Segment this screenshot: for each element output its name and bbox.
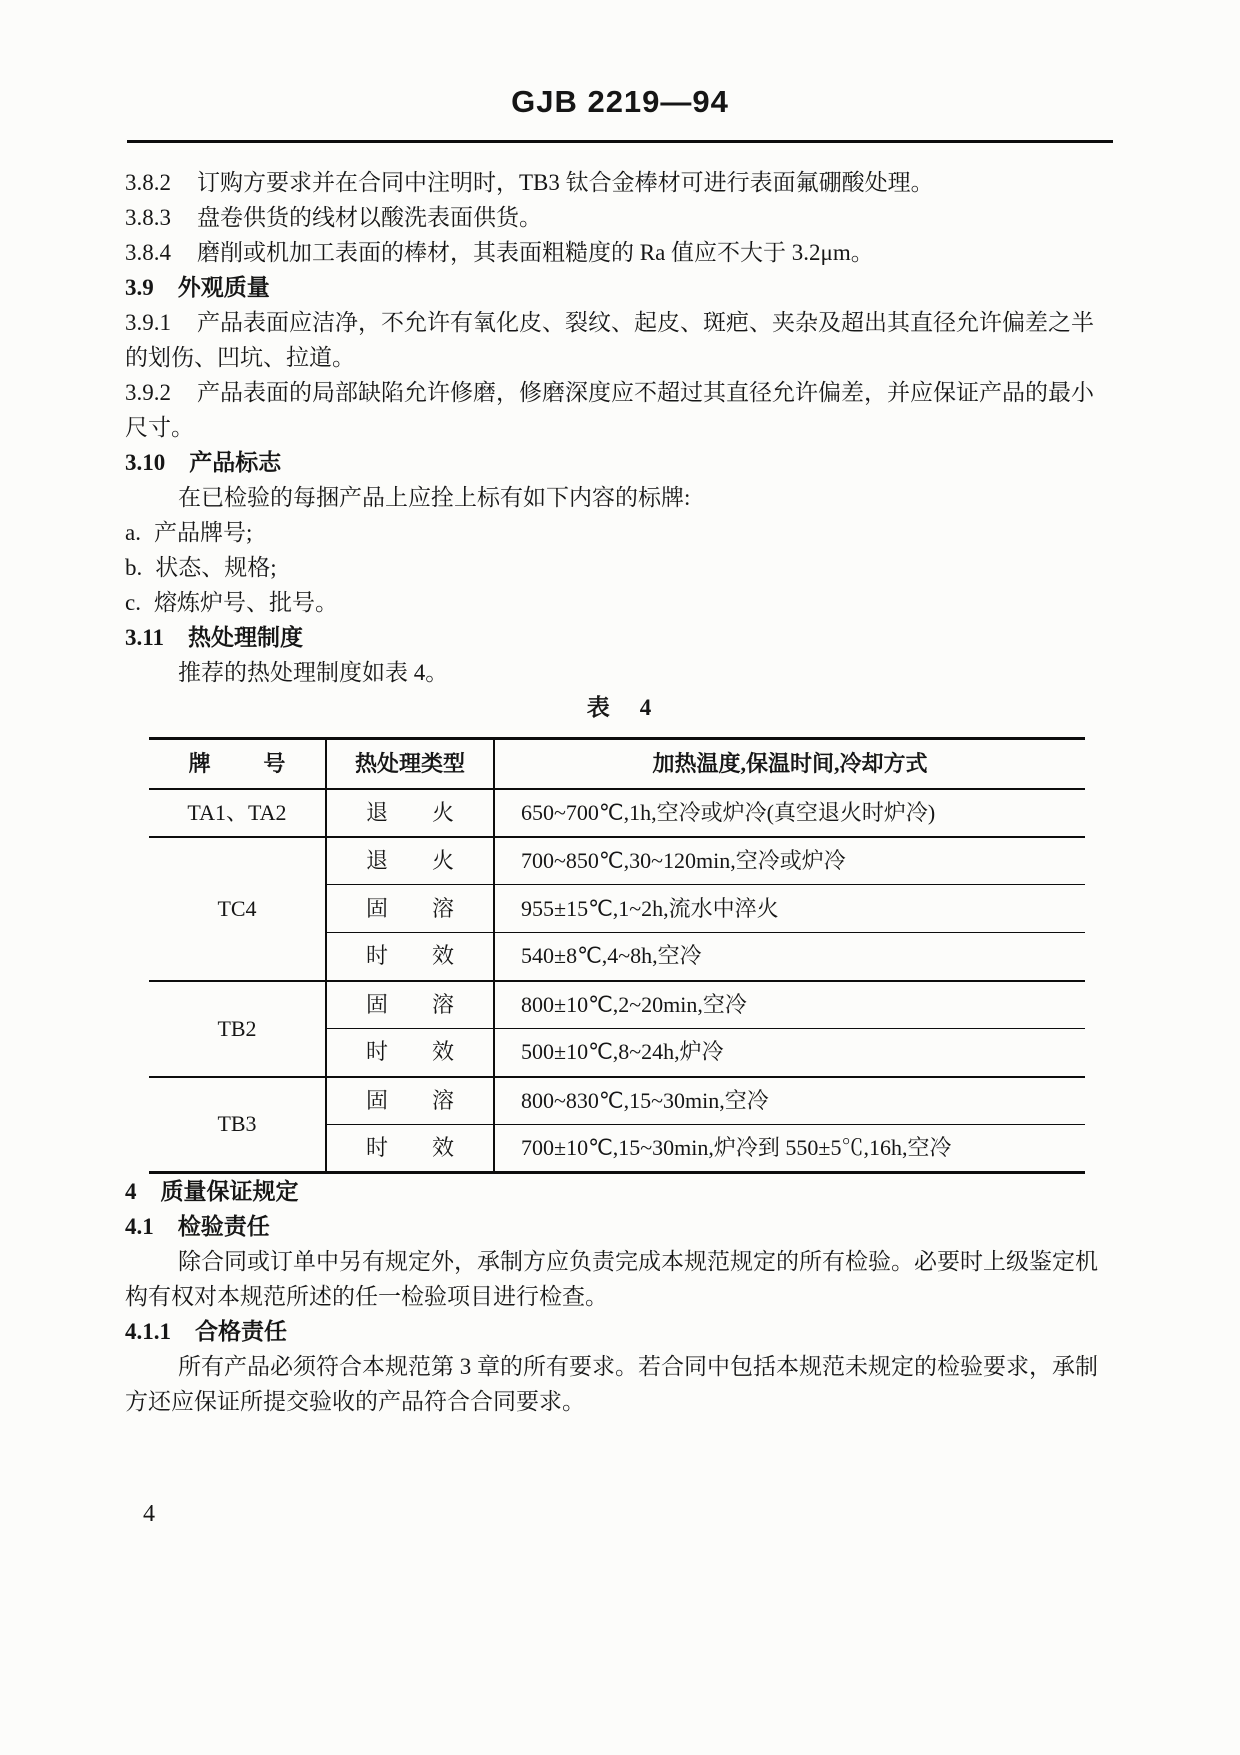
list-text: 状态、规格;: [155, 555, 277, 580]
paragraph-4-1: 除合同或订单中另有规定外，承制方应负责完成本规范规定的所有检验。必要时上级鉴定机构有权对本规范所述的任一检验项目进行检查。: [125, 1249, 1098, 1309]
table-caption-number: 4: [639, 695, 652, 720]
heading-4: [125, 1174, 1113, 1209]
paragraph-4-1-1: 所有产品必须符合本规范第 3 章的所有要求。若合同中包括本规范未规定的检验要求，承制方还应保证所提交验收的产品符合合同要求。: [125, 1354, 1098, 1414]
clause-3-8-3: [125, 200, 1113, 235]
clause-text: 盘卷供货的线材以酸洗表面供货。: [197, 205, 542, 230]
list-marker: b.: [125, 555, 143, 580]
paragraph-3-11: 推荐的热处理制度如表 4。: [178, 660, 449, 685]
clause-text: 订购方要求并在合同中注明时，TB3 钛合金棒材可进行表面氟硼酸处理。: [197, 170, 934, 195]
heading-4-1: [125, 1209, 1113, 1244]
column-header-grade: 牌号: [149, 739, 326, 789]
table-header-row: [149, 739, 1085, 789]
type-cell: 固溶: [326, 1077, 494, 1125]
list-marker: a.: [125, 520, 141, 545]
heading-title: 产品标志: [189, 450, 282, 475]
table-row: [149, 1077, 1085, 1125]
clause-number: 3.9.1: [125, 310, 171, 335]
table-row: [149, 837, 1085, 885]
table-row: [149, 981, 1085, 1029]
condition-cell: 700±10℃,15~30min,炉冷到 550±5℃,16h,空冷: [494, 1125, 1085, 1173]
heading-number: 3.11: [125, 625, 164, 650]
clause-3-8-4: [125, 235, 1113, 270]
clause-number: 3.9.2: [125, 380, 171, 405]
clause-text: 产品表面的局部缺陷允许修磨，修磨深度应不超过其直径允许偏差，并应保证产品的最小尺寸。: [125, 380, 1094, 440]
list-item-a: [125, 515, 1113, 550]
grade-cell: TA1、TA2: [149, 789, 326, 837]
condition-cell: 650~700℃,1h,空冷或炉冷(真空退火时炉冷): [494, 789, 1085, 837]
grade-cell: TC4: [149, 837, 326, 981]
list-marker: c.: [125, 590, 141, 615]
table-caption-label: 表: [586, 695, 610, 720]
condition-cell: 955±15℃,1~2h,流水中淬火: [494, 885, 1085, 933]
clause-text: 磨削或机加工表面的棒材，其表面粗糙度的 Ra 值应不大于 3.2μm。: [197, 240, 874, 265]
document-body: [125, 165, 1113, 1419]
heat-treatment-table-wrapper: [149, 737, 1113, 1174]
clause-3-8-2: [125, 165, 1113, 200]
heading-number: 4: [125, 1179, 137, 1204]
heading-title: 热处理制度: [187, 625, 303, 650]
doc-number: GJB 2219—94: [511, 84, 729, 119]
clause-text: 产品表面应洁净，不允许有氧化皮、裂纹、起皮、斑疤、夹杂及超出其直径允许偏差之半的划伤、凹坑、拉道。: [125, 310, 1094, 370]
heading-number: 4.1.1: [125, 1319, 171, 1344]
heading-3-11: [125, 620, 1113, 655]
table-caption: [125, 690, 1113, 725]
table-row: [149, 789, 1085, 837]
clause-3-9-2: [125, 375, 1113, 445]
type-cell: 时效: [326, 933, 494, 981]
list-text: 熔炼炉号、批号。: [153, 590, 338, 615]
paragraph-3-10: 在已检验的每捆产品上应拴上标有如下内容的标牌:: [178, 485, 691, 510]
grade-cell: TB2: [149, 981, 326, 1077]
heading-title: 合格责任: [195, 1319, 287, 1344]
grade-cell: TB3: [149, 1077, 326, 1173]
heading-title: 检验责任: [177, 1214, 270, 1239]
condition-cell: 800~830℃,15~30min,空冷: [494, 1077, 1085, 1125]
column-header-type: 热处理类型: [326, 739, 494, 789]
type-cell: 退火: [326, 837, 494, 885]
type-cell: 固溶: [326, 981, 494, 1029]
heading-number: 4.1: [125, 1214, 154, 1239]
heading-title: 质量保证规定: [160, 1179, 299, 1204]
heading-number: 3.10: [125, 450, 166, 475]
list-item-b: [125, 550, 1113, 585]
heading-number: 3.9: [125, 275, 154, 300]
clause-3-9-1: [125, 305, 1113, 375]
clause-number: 3.8.2: [125, 170, 171, 195]
condition-cell: 540±8℃,4~8h,空冷: [494, 933, 1085, 981]
type-cell: 固溶: [326, 885, 494, 933]
type-cell: 退火: [326, 789, 494, 837]
header-rule: [127, 140, 1113, 143]
heading-3-9: [125, 270, 1113, 305]
page-number: 4: [143, 1501, 155, 1527]
condition-cell: 700~850℃,30~120min,空冷或炉冷: [494, 837, 1085, 885]
clause-number: 3.8.4: [125, 240, 171, 265]
clause-number: 3.8.3: [125, 205, 171, 230]
heading-3-10: [125, 445, 1113, 480]
type-cell: 时效: [326, 1029, 494, 1077]
condition-cell: 800±10℃,2~20min,空冷: [494, 981, 1085, 1029]
heat-treatment-table: [149, 737, 1085, 1174]
column-header-condition: 加热温度,保温时间,冷却方式: [494, 739, 1085, 789]
list-text: 产品牌号;: [153, 520, 253, 545]
type-cell: 时效: [326, 1125, 494, 1173]
heading-title: 外观质量: [177, 275, 270, 300]
heading-4-1-1: [125, 1314, 1113, 1349]
condition-cell: 500±10℃,8~24h,炉冷: [494, 1029, 1085, 1077]
list-item-c: [125, 585, 1113, 620]
